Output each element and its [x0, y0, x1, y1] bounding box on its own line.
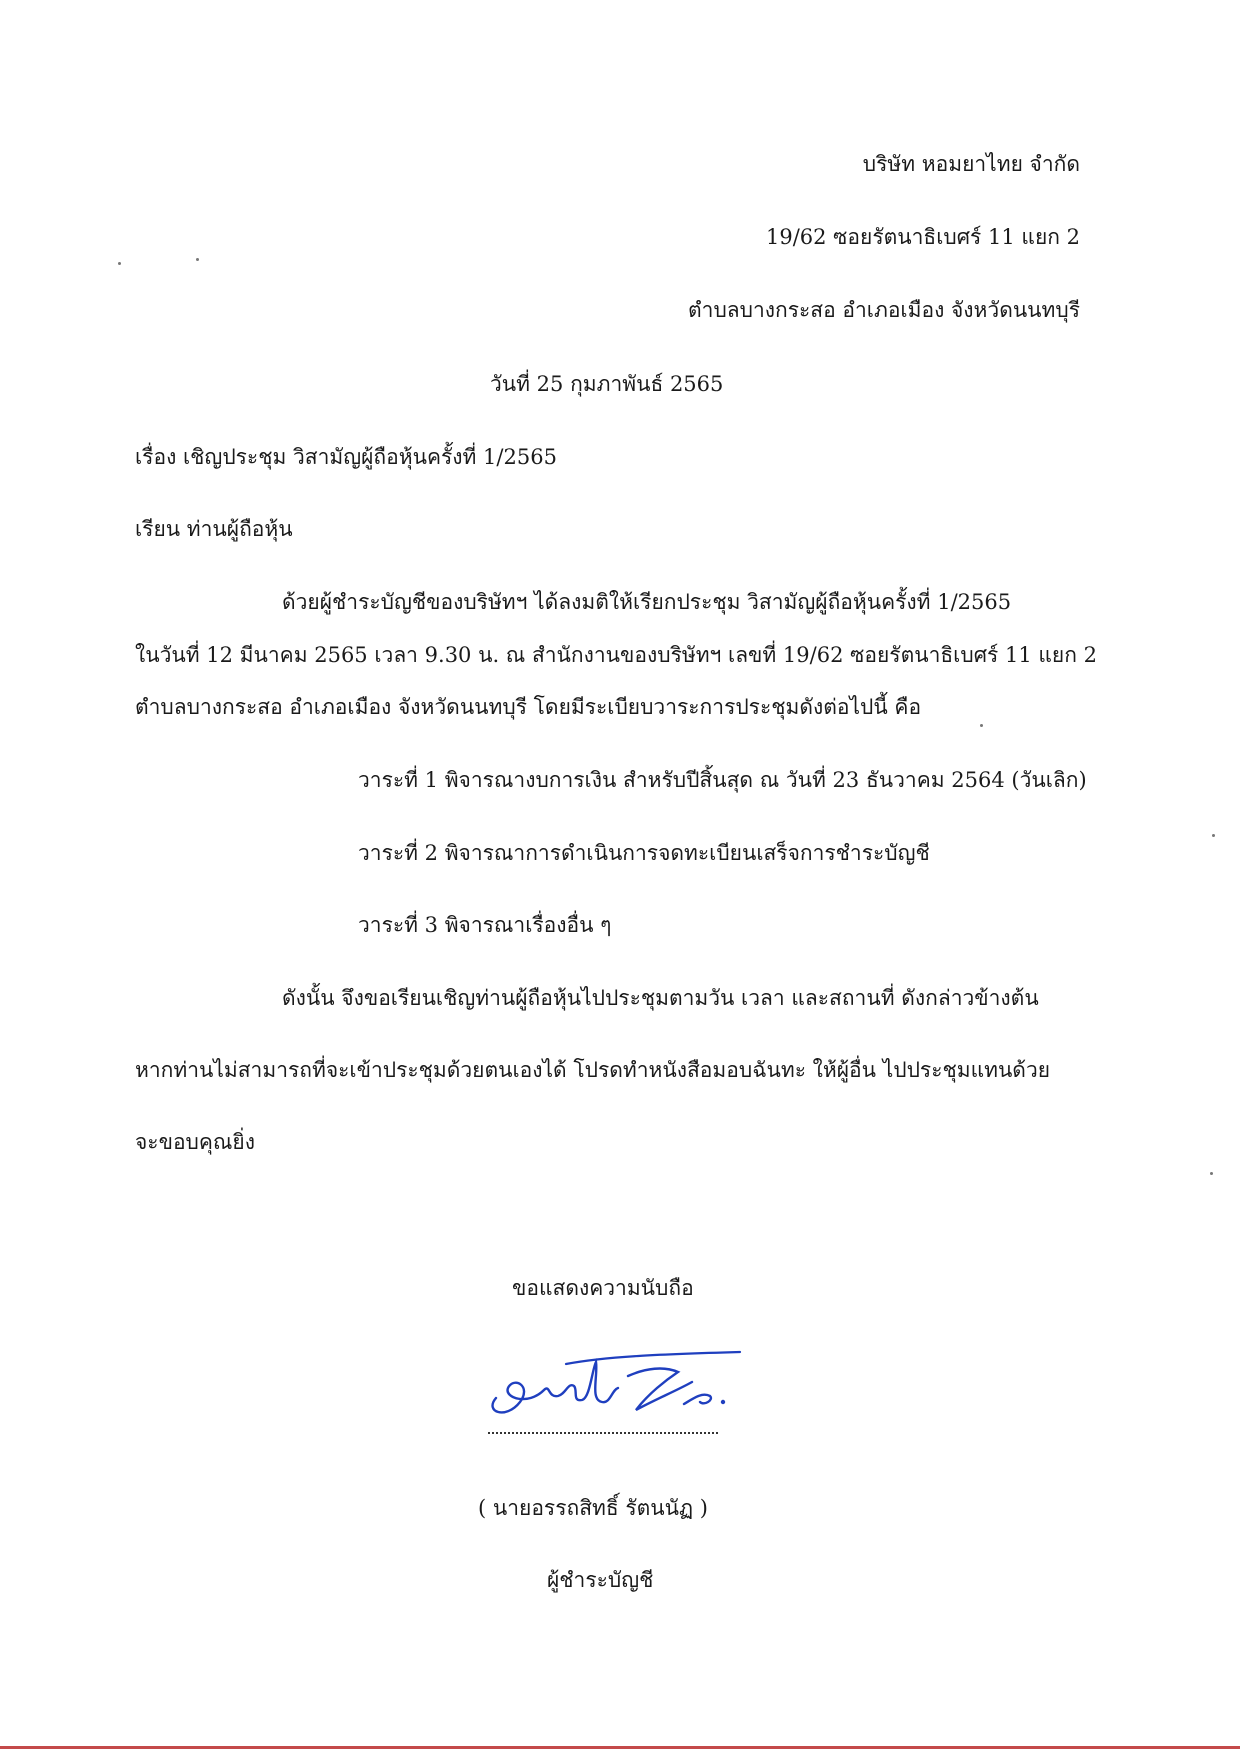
- scan-speck: [118, 262, 121, 265]
- body-paragraph-2-line-3: จะขอบคุณยิ่ง: [135, 1130, 255, 1154]
- signatory-name: ( นายอรรถสิทธิ์ รัตนนัฏ ): [478, 1496, 708, 1520]
- scan-speck: [196, 258, 199, 261]
- scan-speck: [1210, 1172, 1213, 1175]
- body-paragraph-2-line-2: หากท่านไม่สามารถที่จะเข้าประชุมด้วยตนเองได้ โปรดทำหนังสือมอบฉันทะ ให้ผู้อื่น ไปประชุมแทนด้วย: [135, 1058, 1051, 1082]
- letter-subject: เรื่อง เชิญประชุม วิสามัญผู้ถือหุ้นครั้งที่ 1/2565: [135, 445, 557, 469]
- scan-speck: [1212, 834, 1215, 837]
- letter-salutation: เรียน ท่านผู้ถือหุ้น: [135, 517, 293, 541]
- agenda-item-3: วาระที่ 3 พิจารณาเรื่องอื่น ๆ: [358, 913, 612, 937]
- body-paragraph-1-line-3: ตำบลบางกระสอ อำเภอเมือง จังหวัดนนทบุรี โดยมีระเบียบวาระการประชุมดังต่อไปนี้ คือ: [135, 695, 922, 719]
- body-paragraph-2-line-1: ดังนั้น จึงขอเรียนเชิญท่านผู้ถือหุ้นไปประชุมตามวัน เวลา และสถานที่ ดังกล่าวข้างต้น: [282, 986, 1039, 1010]
- handwritten-signature: [478, 1346, 778, 1426]
- signatory-position: ผู้ชำระบัญชี: [547, 1568, 654, 1592]
- agenda-item-1: วาระที่ 1 พิจารณางบการเงิน สำหรับปีสิ้นสุด ณ วันที่ 23 ธันวาคม 2564 (วันเลิก): [358, 768, 1087, 792]
- scan-speck: [980, 724, 983, 727]
- letter-date: วันที่ 25 กุมภาพันธ์ 2565: [490, 372, 724, 396]
- agenda-item-2: วาระที่ 2 พิจารณาการดำเนินการจดทะเบียนเสร็จการชำระบัญชี: [358, 841, 930, 865]
- body-paragraph-1-line-1: ด้วยผู้ชำระบัญชีของบริษัทฯ ได้ลงมติให้เรียกประชุม วิสามัญผู้ถือหุ้นครั้งที่ 1/2565: [282, 590, 1012, 614]
- closing-regards: ขอแสดงความนับถือ: [512, 1276, 694, 1300]
- signature-line: [488, 1432, 718, 1434]
- company-address-line2: ตำบลบางกระสอ อำเภอเมือง จังหวัดนนทบุรี: [688, 298, 1080, 322]
- company-address-line1: 19/62 ซอยรัตนาธิเบศร์ 11 แยก 2: [765, 225, 1080, 249]
- body-paragraph-1-line-2: ในวันที่ 12 มีนาคม 2565 เวลา 9.30 น. ณ สำนักงานของบริษัทฯ เลขที่ 19/62 ซอยรัตนาธิเบศร์ 11 แยก 2: [135, 643, 1097, 667]
- company-name: บริษัท หอมยาไทย จำกัด: [862, 152, 1080, 176]
- bottom-edge-rule: [0, 1746, 1240, 1749]
